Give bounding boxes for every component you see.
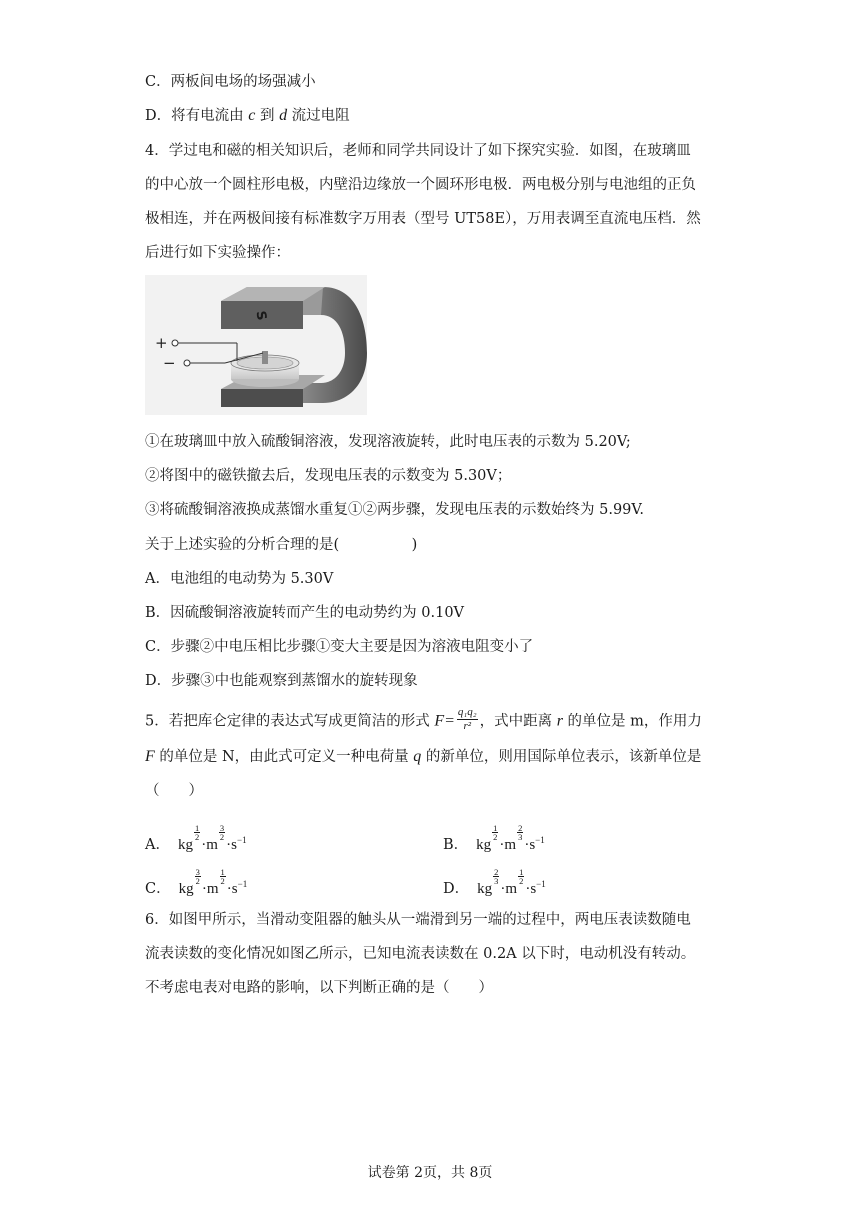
plus-terminal-label: + bbox=[155, 334, 168, 352]
magnet-pole-label: S bbox=[252, 309, 269, 322]
q5-option-d: D． kg $\frac{2}{3}$ ·m $\frac{1}{2}$ $\cdot s^{-1}$ bbox=[443, 867, 546, 897]
q3-option-d: D．将有电流由 c 到 d 流过电阻 bbox=[145, 107, 350, 124]
q3-option-c: C．两板间电场的场强减小 bbox=[145, 74, 316, 90]
q4-stem-line1: 4．学过电和磁的相关知识后，老师和同学共同设计了如下探究实验．如图，在玻璃皿 bbox=[145, 143, 691, 159]
page-footer: 试卷第 2页，共 8页 bbox=[367, 1165, 493, 1181]
q4-stem-line3: 极相连，并在两极间接有标准数字万用表（型号 UT58E），万用表调至直流电压档．然 bbox=[145, 211, 701, 227]
minus-terminal-label: − bbox=[163, 354, 176, 372]
magnet-experiment-figure bbox=[145, 275, 367, 415]
q5-stem-line3: （ ） bbox=[145, 783, 203, 799]
q6-stem-line1: 6．如图甲所示，当滑动变阻器的触头从一端滑到另一端的过程中，两电压表读数随电 bbox=[145, 912, 691, 928]
q4-option-a: A．电池组的电动势为 5.30V bbox=[145, 571, 334, 587]
q5-stem-line2: F 的单位是 N，由此式可定义一种电荷量 q 的新单位，则用国际单位表示，该新单位是 bbox=[145, 748, 702, 765]
q5-option-b: B． kg $\frac{1}{2}$ ·m $\frac{2}{3}$ $\cdot s^{-1}$ bbox=[443, 823, 545, 853]
q4-step2: ②将图中的磁铁撤去后，发现电压表的示数变为 5.30V； bbox=[145, 468, 512, 484]
q4-step1: ①在玻璃皿中放入硫酸铜溶液，发现溶液旋转，此时电压表的示数为 5.20V; bbox=[145, 434, 631, 450]
coulomb-formula-fraction: $\frac{\text{q₁q₂}}{\text{r²}}$ bbox=[457, 706, 477, 732]
q5-option-c: C． kg $\frac{3}{2}$ ·m $\frac{1}{2}$ $\cdot s^{-1}$ bbox=[145, 867, 248, 897]
q4-option-b: B．因硫酸铜溶液旋转而产生的电动势约为 0.10V bbox=[145, 605, 465, 621]
q5-stem-line1: 5．若把库仑定律的表达式写成更简洁的形式 F= $\frac{\text{q₁q₂}}{\text{r²}}$ ，式中距离 r 的单位是 m，作用力 bbox=[145, 706, 702, 732]
q5-option-a: A． kg $\frac{1}{2}$ ·m $\frac{3}{2}$ $\cdot s^{-1}$ bbox=[145, 823, 247, 853]
q4-option-c: C．步骤②中电压相比步骤①变大主要是因为溶液电阻变小了 bbox=[145, 639, 534, 655]
q6-stem-line3: 不考虑电表对电路的影响，以下判断正确的是（ ） bbox=[145, 980, 493, 996]
q4-step3: ③将硫酸铜溶液换成蒸馏水重复①②两步骤，发现电压表的示数始终为 5.99V. bbox=[145, 502, 644, 518]
q4-stem-line4: 后进行如下实验操作： bbox=[145, 245, 290, 261]
q4-question: 关于上述实验的分析合理的是( ) bbox=[145, 537, 418, 553]
q4-stem-line2: 的中心放一个圆柱形电极，内壁沿边缘放一个圆环形电极．两电极分别与电池组的正负 bbox=[145, 177, 696, 193]
q4-option-d: D．步骤③中也能观察到蒸馏水的旋转现象 bbox=[145, 673, 418, 689]
q6-stem-line2: 流表读数的变化情况如图乙所示，已知电流表读数在 0.2A 以下时，电动机没有转动。 bbox=[145, 946, 696, 962]
